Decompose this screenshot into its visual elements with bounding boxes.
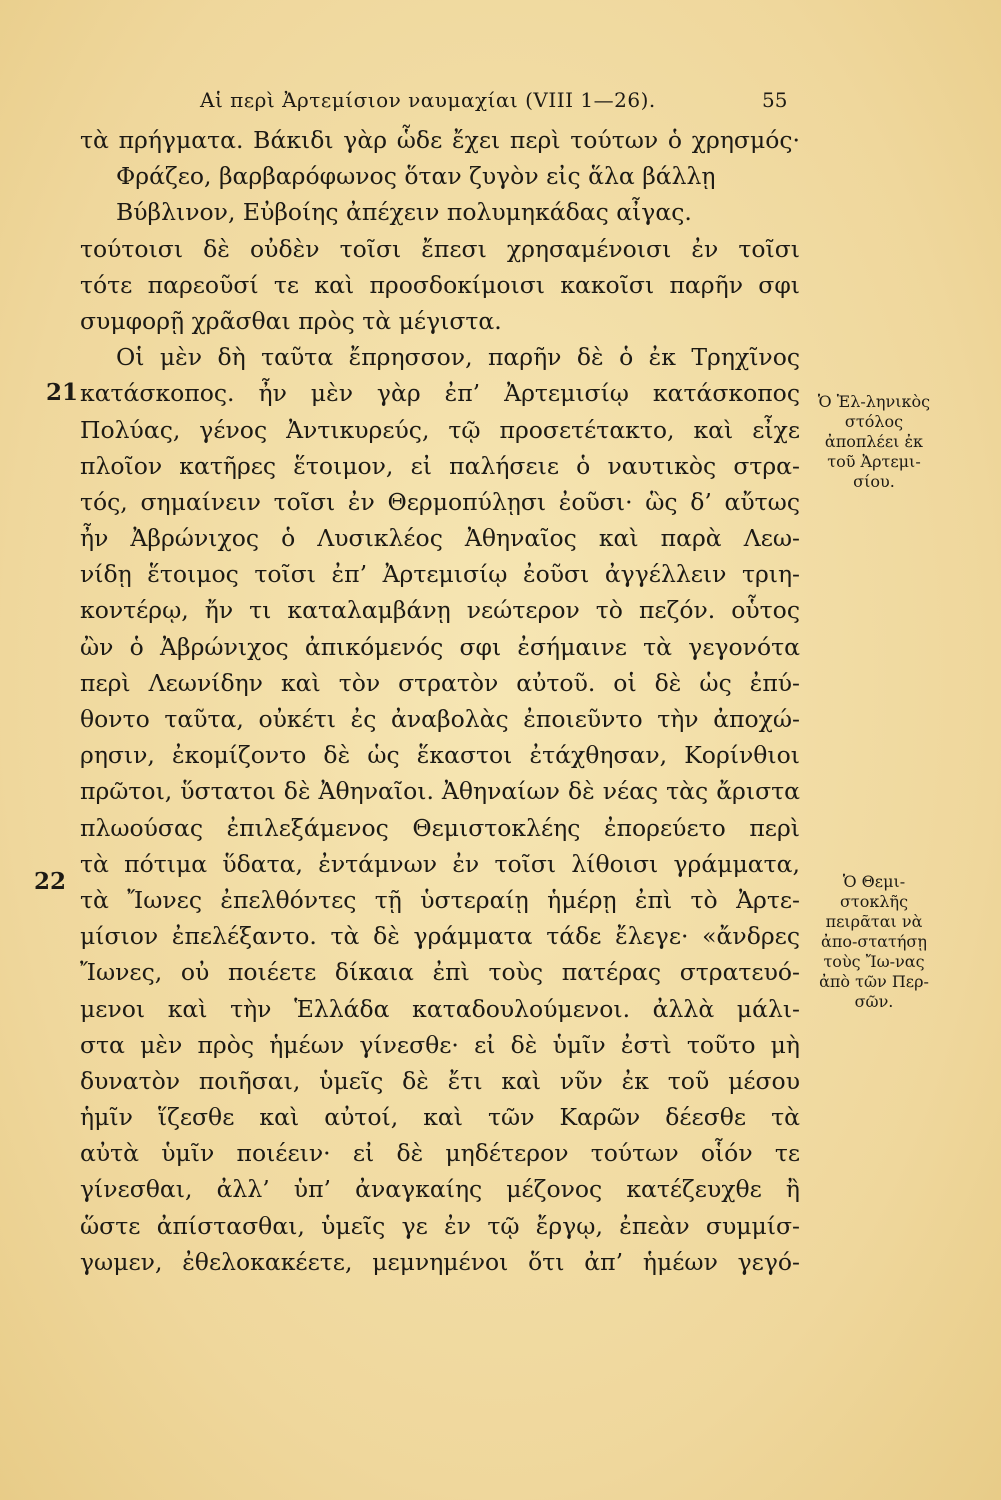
text-line: ὥστε ἀπίστασθαι, ὑμεῖς γε ἐν τῷ ἔργῳ, ἐπεὰν συμμίσ- [80, 1211, 800, 1240]
sidenote-greek-fleet: Ὁ Ἑλ-ληνικὸς στόλος ἀποπλέει ἐκ τοῦ Ἀρτεμι-σίου. [817, 392, 931, 491]
text-line: τός, σημαίνειν τοῖσι ἐν Θερμοπύλῃσι ἐοῦσι· ὣς δ’ αὔτως [80, 487, 800, 516]
text-line: συμφορῇ χρᾶσθαι πρὸς τὰ μέγιστα. [80, 306, 502, 335]
page-number: 55 [762, 88, 788, 112]
text-line: Ἴωνες, οὐ ποιέετε δίκαια ἐπὶ τοὺς πατέρας στρατευό- [80, 958, 800, 987]
text-line: θοντο ταῦτα, οὐκέτι ἐς ἀναβολὰς ἐποιεῦντο τὴν ἀποχώ- [80, 705, 800, 733]
verse-line: Φράζεο, βαρβαρόφωνος ὅταν ζυγὸν εἰς ἅλα βάλλῃ [116, 162, 716, 191]
section-number-22: 22 [34, 868, 67, 895]
text-line: κατάσκοπος. ἦν μὲν γὰρ ἐπ’ Ἀρτεμισίῳ κατάσκοπος [80, 379, 800, 408]
text-line: ἡμῖν ἵζεσθε καὶ αὐτοί, καὶ τῶν Καρῶν δέεσθε τὰ [80, 1103, 800, 1132]
text-line: νίδῃ ἕτοιμος τοῖσι ἐπ’ Ἀρτεμισίῳ ἐοῦσι ἀγγέλλειν τριη- [80, 560, 800, 589]
text-line: ὢν ὁ Ἀβρώνιχος ἀπικόμενός σφι ἐσήμαινε τὰ γεγονότα [80, 632, 800, 661]
verse-line: Βύβλινον, Εὐβοίης ἀπέχειν πολυμηκάδας αἶγας. [116, 198, 692, 227]
text-line: ρησιν, ἐκομίζοντο δὲ ὡς ἕκαστοι ἐτάχθησαν, Κορίνθιοι [80, 741, 800, 770]
text-line: πρῶτοι, ὕστατοι δὲ Ἀθηναῖοι. Ἀθηναίων δὲ νέας τὰς ἄριστα [80, 777, 800, 806]
text-line: κοντέρῳ, ἤν τι καταλαμβάνῃ νεώτερον τὸ πεζόν. οὗτος [80, 596, 800, 625]
text-line: Οἱ μὲν δὴ ταῦτα ἔπρησσον, παρῆν δὲ ὁ ἐκ Τρηχῖνος [116, 343, 800, 372]
text-line: γωμεν, ἐθελοκακέετε, μεμνημένοι ὅτι ἀπ’ ἡμέων γεγό- [80, 1247, 800, 1276]
text-line: στα μὲν πρὸς ἡμέων γίνεσθε· εἰ δὲ ὑμῖν ἐστὶ τοῦτο μὴ [80, 1030, 800, 1059]
text-line: γίνεσθαι, ἀλλ’ ὑπ’ ἀναγκαίης μέζονος κατέζευχθε ἢ [80, 1175, 800, 1204]
text-line: ἦν Ἀβρώνιχος ὁ Λυσικλέος Ἀθηναῖος καὶ παρὰ Λεω- [80, 524, 800, 553]
text-line: δυνατὸν ποιῆσαι, ὑμεῖς δὲ ἔτι καὶ νῦν ἐκ τοῦ μέσου [80, 1066, 800, 1095]
text-line: πλοῖον κατῆρες ἕτοιμον, εἰ παλήσειε ὁ ναυτικὸς στρα- [80, 451, 800, 480]
text-line: μίσιον ἐπελέξαντο. τὰ δὲ γράμματα τάδε ἔλεγε· «ἄνδρες [80, 922, 800, 951]
text-line: μενοι καὶ τὴν Ἑλλάδα καταδουλούμενοι. ἀλλὰ μάλι- [80, 994, 800, 1023]
text-line: Πολύας, γένος Ἀντικυρεύς, τῷ προσετέτακτο, καὶ εἶχε [80, 415, 800, 444]
text-line: τὰ πότιμα ὕδατα, ἐντάμνων ἐν τοῖσι λίθοισι γράμματα, [80, 849, 800, 878]
page-header [0, 88, 1001, 118]
text-line: τὰ πρήγματα. Βάκιδι γὰρ ὧδε ἔχει περὶ τούτων ὁ χρησμός· [80, 126, 800, 154]
running-title: Αἱ περὶ Ἀρτεμίσιον ναυμαχίαι (VIII 1—26). [200, 88, 656, 112]
section-number-21: 21 [46, 379, 79, 406]
body-text [80, 122, 800, 1280]
text-line: πλωούσας ἐπιλεξάμενος Θεμιστοκλέης ἐπορεύετο περὶ [80, 813, 800, 842]
sidenote-themistocles: Ὁ Θεμι-στοκλῆς πειρᾶται νὰ ἀπο-στατήσῃ τοὺς Ἴω-νας ἀπὸ τῶν Περ-σῶν. [819, 872, 929, 1011]
text-line: τότε παρεοῦσί τε καὶ προσδοκίμοισι κακοῖσι παρῆν σφι [80, 270, 800, 299]
text-line: περὶ Λεωνίδην καὶ τὸν στρατὸν αὐτοῦ. οἱ δὲ ὡς ἐπύ- [80, 668, 800, 697]
text-line: τὰ Ἴωνες ἐπελθόντες τῇ ὑστεραίῃ ἡμέρῃ ἐπὶ τὸ Ἀρτε- [80, 885, 800, 914]
text-line: τούτοισι δὲ οὐδὲν τοῖσι ἔπεσι χρησαμένοισι ἐν τοῖσι [80, 234, 800, 263]
text-line: αὐτὰ ὑμῖν ποιέειν· εἰ δὲ μηδέτερον τούτων οἷόν τε [80, 1139, 800, 1168]
